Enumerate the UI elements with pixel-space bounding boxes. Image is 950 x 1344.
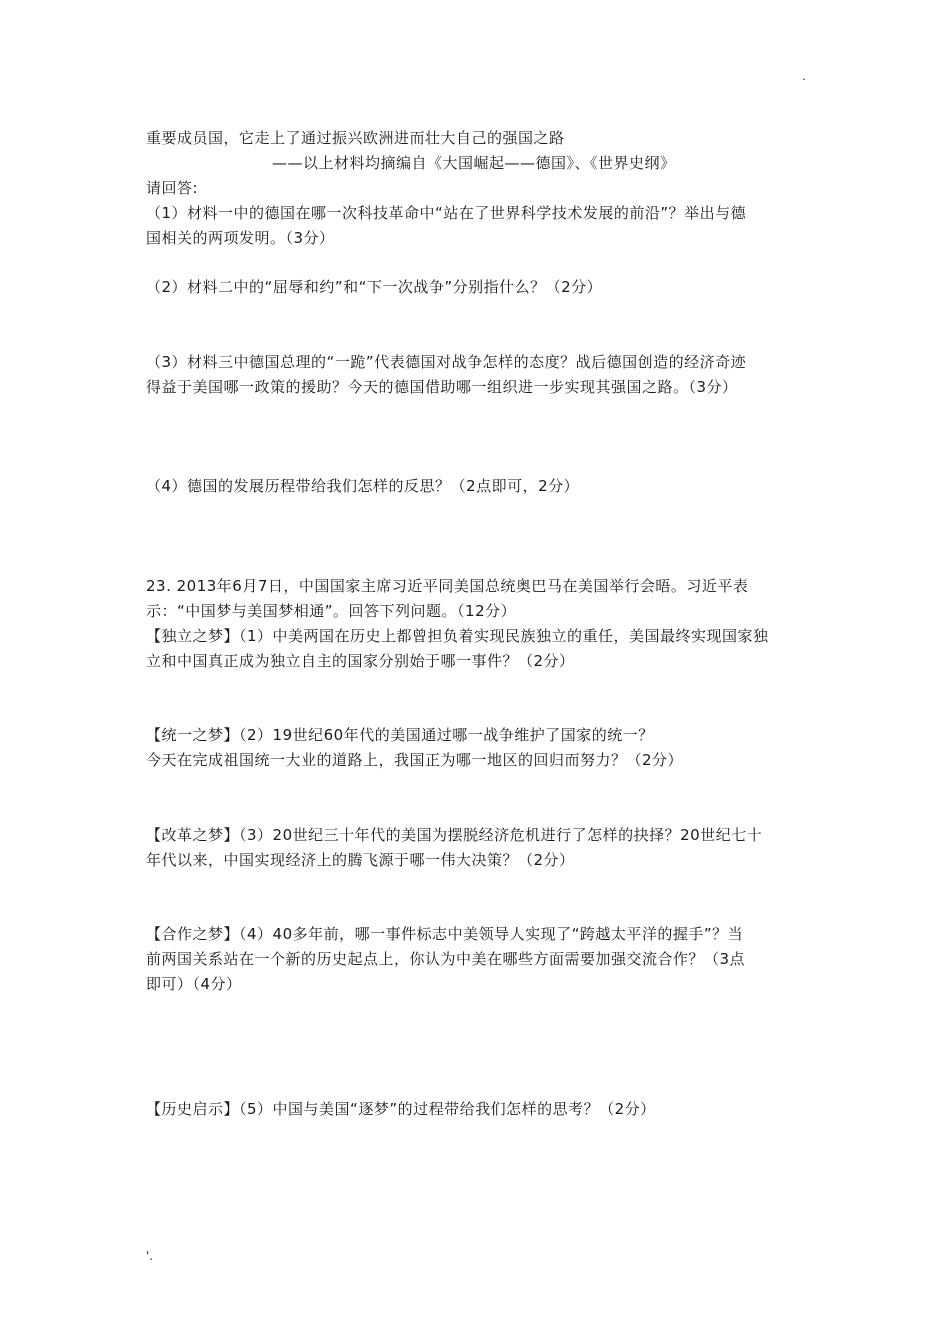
question-23-3-line-1: 【改革之梦】（3）20世纪三十年代的美国为摆脱经济危机进行了怎样的抉择？20世纪七十 xyxy=(146,826,763,844)
header-corner-mark: . xyxy=(802,69,806,83)
material-source: ——以上材料均摘编自《大国崛起——德国》、《世界史纲》 xyxy=(272,154,676,172)
footer-corner-mark: '. xyxy=(146,1249,154,1263)
material-continuation: 重要成员国，它走上了通过振兴欧洲进而壮大自己的强国之路 xyxy=(146,129,565,147)
question-23-1-line-2: 立和中国真正成为独立自主的国家分别始于哪一事件？（2分） xyxy=(146,652,575,670)
question-22-4: （4）德国的发展历程带给我们怎样的反思？（2点即可，2分） xyxy=(146,477,580,495)
question-23-intro-line-2: 示：“中国梦与美国梦相通”。回答下列问题。（12分） xyxy=(146,602,517,620)
question-22-1-line-1: （1）材料一中的德国在哪一次科技革命中“站在了世界科学技术发展的前沿”？举出与德 xyxy=(146,204,747,222)
question-23-4-line-3: 即可）（4分） xyxy=(146,975,242,993)
question-23-3-line-2: 年代以来，中国实现经济上的腾飞源于哪一伟大决策？（2分） xyxy=(146,851,575,869)
question-22-3-line-2: 得益于美国哪一政策的援助？今天的德国借助哪一组织进一步实现其强国之路。（3分） xyxy=(146,378,738,396)
answer-prompt: 请回答: xyxy=(146,179,199,197)
question-23-4-line-2: 前两国关系站在一个新的历史起点上，你认为中美在哪些方面需要加强交流合作？（3点 xyxy=(146,950,746,968)
question-23-4-line-1: 【合作之梦】（4）40多年前，哪一事件标志中美领导人实现了“跨越太平洋的握手”？当 xyxy=(146,925,744,943)
question-22-1-line-2: 国相关的两项发明。（3分） xyxy=(146,229,335,247)
question-23-1-line-1: 【独立之梦】（1）中美两国在历史上都曾担负着实现民族独立的重任，美国最终实现国家独 xyxy=(146,627,769,645)
question-22-2: （2）材料二中的“屈辱和约”和“下一次战争”分别指什么？（2分） xyxy=(146,278,603,296)
question-23-5: 【历史启示】（5）中国与美国“逐梦”的过程带给我们怎样的思考？（2分） xyxy=(146,1100,656,1118)
question-23-intro-line-1: 23. 2013年6月7日，中国国家主席习近平同美国总统奥巴马在美国举行会晤。习近平表 xyxy=(146,577,749,595)
question-23-2-line-1: 【统一之梦】（2）19世纪60年代的美国通过哪一战争维护了国家的统一？ xyxy=(146,726,654,744)
question-22-3-line-1: （3）材料三中德国总理的“一跪”代表德国对战争怎样的态度？战后德国创造的经济奇迹 xyxy=(146,353,747,371)
question-23-2-line-2: 今天在完成祖国统一大业的道路上，我国正为哪一地区的回归而努力？（2分） xyxy=(146,751,684,769)
